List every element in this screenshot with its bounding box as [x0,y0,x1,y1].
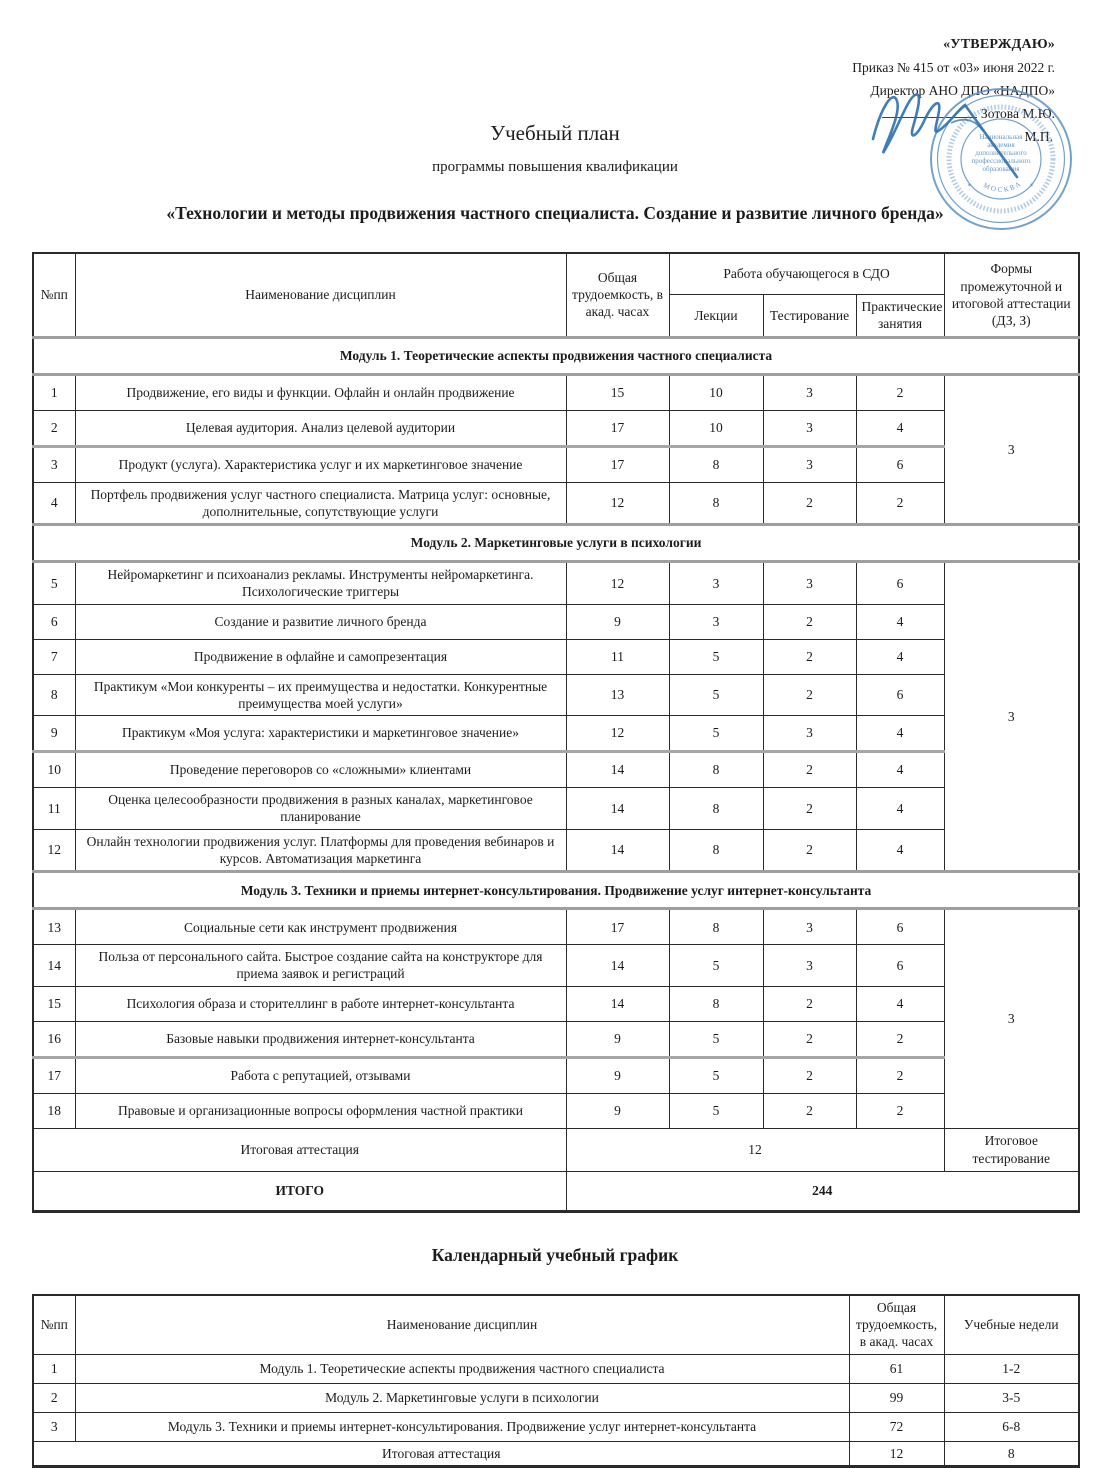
discipline-total-hours: 11 [566,639,669,674]
curriculum-table [32,252,1080,1213]
calendar-row-weeks: 1-2 [944,1354,1079,1383]
discipline-practice: 2 [856,1057,944,1093]
discipline-total-hours: 9 [566,604,669,639]
discipline-num: 3 [33,446,75,482]
signature-row [852,102,1055,125]
page-title: Учебный план [490,121,620,145]
curriculum-header [33,253,1079,337]
approval-block [852,33,1055,194]
discipline-row [33,1021,1079,1057]
discipline-num: 6 [33,604,75,639]
discipline-name: Онлайн технологии продвижения услуг. Платформы для проведения вебинаров и курсов. Автоматизация маркетинга [75,829,566,872]
calendar-row [33,1383,1079,1412]
final-attestation-hours: 12 [566,1128,944,1171]
discipline-row [33,1057,1079,1093]
discipline-lectures: 3 [669,562,763,605]
discipline-name: Портфель продвижения услуг частного специалиста. Матрица услуг: основные, дополнительные, сопутствующие услуги [75,482,566,525]
discipline-total-hours: 14 [566,945,669,987]
calendar-row-name: Модуль 1. Теоретические аспекты продвижения частного специалиста [75,1354,849,1383]
calendar-row-hours: 72 [849,1412,944,1441]
discipline-total-hours: 13 [566,674,669,716]
discipline-name: Продукт (услуга). Характеристика услуг и их маркетинговое значение [75,446,566,482]
total-row [33,1171,1079,1211]
stamp-line: профессионального [971,157,1031,165]
calendar-row-hours: 61 [849,1354,944,1383]
discipline-total-hours: 12 [566,716,669,752]
discipline-testing: 2 [763,639,856,674]
discipline-lectures: 5 [669,639,763,674]
discipline-row [33,945,1079,987]
discipline-practice: 4 [856,410,944,446]
discipline-name: Создание и развитие личного бренда [75,604,566,639]
discipline-row [33,674,1079,716]
discipline-name: Работа с репутацией, отзывами [75,1057,566,1093]
discipline-num: 13 [33,909,75,945]
discipline-total-hours: 12 [566,562,669,605]
discipline-row [33,374,1079,410]
discipline-testing: 2 [763,604,856,639]
order-line: Приказ № 415 от «03» июня 2022 г. [852,60,1055,75]
discipline-row [33,716,1079,752]
calendar-footer [33,1441,1079,1466]
discipline-lectures: 10 [669,374,763,410]
discipline-num: 8 [33,674,75,716]
module-title: Модуль 2. Маркетинговые услуги в психологии [33,525,1079,562]
discipline-lectures: 5 [669,1057,763,1093]
col-header-sdo-group: Работа обучающегося в СДО [669,253,944,295]
discipline-testing: 2 [763,674,856,716]
discipline-practice: 2 [856,482,944,525]
discipline-lectures: 5 [669,1021,763,1057]
calendar-header [33,1295,1079,1354]
discipline-total-hours: 9 [566,1021,669,1057]
discipline-num: 7 [33,639,75,674]
col-header-lectures: Лекции [669,295,763,338]
discipline-practice: 4 [856,829,944,872]
calendar-row-num: 3 [33,1412,75,1441]
discipline-testing: 3 [763,716,856,752]
discipline-total-hours: 12 [566,482,669,525]
total-hours: 244 [566,1171,1079,1211]
discipline-num: 10 [33,752,75,788]
discipline-total-hours: 14 [566,829,669,872]
discipline-row [33,752,1079,788]
discipline-name: Базовые навыки продвижения интернет-консультанта [75,1021,566,1057]
svg-text:✶: ✶ [1029,183,1035,189]
discipline-name: Оценка целесообразности продвижения в разных каналах, маркетинговое планирование [75,788,566,830]
discipline-testing: 2 [763,788,856,830]
discipline-testing: 3 [763,562,856,605]
discipline-total-hours: 17 [566,909,669,945]
discipline-total-hours: 9 [566,1093,669,1128]
discipline-practice: 6 [856,562,944,605]
col-header-practice: Практические занятия [856,295,944,338]
stamp-line: дополнительного [975,149,1027,157]
calendar-final-label: Итоговая аттестация [33,1441,849,1466]
discipline-practice: 6 [856,909,944,945]
discipline-name: Практикум «Моя услуга: характеристики и маркетинговое значение» [75,716,566,752]
discipline-row [33,604,1079,639]
curriculum-body [33,337,1079,1128]
discipline-practice: 4 [856,986,944,1021]
final-attestation-row [33,1128,1079,1171]
calendar-row-hours: 99 [849,1383,944,1412]
discipline-testing: 2 [763,1057,856,1093]
col-header-testing: Тестирование [763,295,856,338]
col-header-num: №пп [33,253,75,337]
col-header-attestation-forms: Формы промежуточной и итоговой аттестации (ДЗ, З) [944,253,1079,337]
discipline-practice: 4 [856,752,944,788]
col-header-name: Наименование дисциплин [75,253,566,337]
discipline-row [33,482,1079,525]
module-header-row [33,337,1079,374]
module-attestation-form: 3 [944,374,1079,525]
discipline-row [33,829,1079,872]
discipline-testing: 2 [763,1093,856,1128]
discipline-name: Нейромаркетинг и психоанализ рекламы. Инструменты нейромаркетинга. Психологические триггеры [75,562,566,605]
stamp-line: академия [987,141,1015,149]
col-header-total-hours: Общая трудоемкость, в акад. часах [566,253,669,337]
discipline-num: 16 [33,1021,75,1057]
discipline-num: 15 [33,986,75,1021]
discipline-testing: 2 [763,986,856,1021]
discipline-lectures: 8 [669,986,763,1021]
discipline-practice: 6 [856,945,944,987]
cal-col-header-hours: Общая трудоемкость, в акад. часах [849,1295,944,1354]
discipline-lectures: 8 [669,829,763,872]
discipline-num: 11 [33,788,75,830]
calendar-row-name: Модуль 2. Маркетинговые услуги в психологии [75,1383,849,1412]
discipline-testing: 3 [763,909,856,945]
discipline-name: Целевая аудитория. Анализ целевой аудитории [75,410,566,446]
module-attestation-form: 3 [944,562,1079,872]
discipline-testing: 3 [763,446,856,482]
discipline-row [33,410,1079,446]
discipline-practice: 2 [856,1093,944,1128]
calendar-final-row [33,1441,1079,1466]
discipline-practice: 4 [856,639,944,674]
calendar-final-hours: 12 [849,1441,944,1466]
discipline-num: 12 [33,829,75,872]
discipline-total-hours: 14 [566,788,669,830]
discipline-num: 2 [33,410,75,446]
calendar-row [33,1412,1079,1441]
stamp-city: МОСКВА [982,179,1024,194]
discipline-lectures: 8 [669,482,763,525]
discipline-num: 18 [33,1093,75,1128]
calendar-final-weeks: 8 [944,1441,1079,1466]
cal-col-header-num: №пп [33,1295,75,1354]
seal-label: М.П. [1024,129,1053,144]
discipline-name: Психология образа и сторителлинг в работе интернет-консультанта [75,986,566,1021]
total-label: ИТОГО [33,1171,566,1211]
cal-col-header-name: Наименование дисциплин [75,1295,849,1354]
discipline-num: 14 [33,945,75,987]
svg-text:МОСКВА [982,179,1024,194]
discipline-row [33,788,1079,830]
discipline-lectures: 5 [669,1093,763,1128]
svg-text:✶: ✶ [967,183,973,189]
discipline-lectures: 8 [669,909,763,945]
discipline-row [33,562,1079,605]
discipline-row [33,909,1079,945]
module-header-row [33,525,1079,562]
calendar-row-name: Модуль 3. Техники и приемы интернет-консультирования. Продвижение услуг интернет-консультанта [75,1412,849,1441]
discipline-num: 1 [33,374,75,410]
discipline-num: 9 [33,716,75,752]
calendar-row-weeks: 3-5 [944,1383,1079,1412]
discipline-row [33,986,1079,1021]
discipline-practice: 2 [856,374,944,410]
discipline-practice: 6 [856,674,944,716]
discipline-lectures: 5 [669,716,763,752]
discipline-name: Социальные сети как инструмент продвижения [75,909,566,945]
calendar-row [33,1354,1079,1383]
calendar-row-weeks: 6-8 [944,1412,1079,1441]
signature-name: Зотова М.Ю. [981,106,1055,121]
discipline-practice: 4 [856,788,944,830]
discipline-row [33,1093,1079,1128]
discipline-num: 5 [33,562,75,605]
calendar-title: Календарный учебный график [431,1244,679,1265]
discipline-name: Правовые и организационные вопросы оформления частной практики [75,1093,566,1128]
discipline-row [33,446,1079,482]
discipline-lectures: 8 [669,788,763,830]
calendar-row-num: 2 [33,1383,75,1412]
module-header-row [33,872,1079,909]
discipline-num: 17 [33,1057,75,1093]
discipline-total-hours: 15 [566,374,669,410]
stamp-line: образования [982,165,1020,173]
discipline-num: 4 [33,482,75,525]
discipline-practice: 6 [856,446,944,482]
page-subtitle: программы повышения квалификации [432,159,678,175]
discipline-lectures: 5 [669,674,763,716]
discipline-name: Продвижение в офлайне и самопрезентация [75,639,566,674]
module-title: Модуль 1. Теоретические аспекты продвижения частного специалиста [33,337,1079,374]
discipline-lectures: 8 [669,446,763,482]
discipline-lectures: 3 [669,604,763,639]
discipline-testing: 2 [763,1021,856,1057]
discipline-total-hours: 14 [566,752,669,788]
module-attestation-form: 3 [944,909,1079,1129]
discipline-name: Польза от персонального сайта. Быстрое создание сайта на конструкторе для приема заявок и регистраций [75,945,566,987]
approve-label: «УТВЕРЖДАЮ» [943,37,1055,52]
discipline-total-hours: 14 [566,986,669,1021]
program-title: «Технологии и методы продвижения частного специалиста. Создание и развитие личного бренда» [166,203,944,223]
final-attestation-form: Итоговое тестирование [944,1128,1079,1171]
discipline-row [33,639,1079,674]
discipline-total-hours: 17 [566,446,669,482]
director-line: Директор АНО ДПО «НАДПО» [870,83,1055,98]
discipline-lectures: 8 [669,752,763,788]
cal-col-header-weeks: Учебные недели [944,1295,1079,1354]
discipline-testing: 2 [763,752,856,788]
discipline-lectures: 5 [669,945,763,987]
final-attestation-label: Итоговая аттестация [33,1128,566,1171]
discipline-practice: 4 [856,716,944,752]
discipline-testing: 3 [763,410,856,446]
discipline-name: Продвижение, его виды и функции. Офлайн и онлайн продвижение [75,374,566,410]
signature-line [882,103,977,118]
discipline-testing: 2 [763,482,856,525]
discipline-total-hours: 17 [566,410,669,446]
discipline-testing: 3 [763,945,856,987]
discipline-total-hours: 9 [566,1057,669,1093]
stamp-line: Национальная [979,133,1023,141]
discipline-name: Практикум «Мои конкуренты – их преимущества и недостатки. Конкурентные преимущества моей услуги» [75,674,566,716]
discipline-testing: 3 [763,374,856,410]
curriculum-footer [33,1128,1079,1211]
calendar-row-num: 1 [33,1354,75,1383]
discipline-testing: 2 [763,829,856,872]
discipline-practice: 4 [856,604,944,639]
discipline-lectures: 10 [669,410,763,446]
module-title: Модуль 3. Техники и приемы интернет-консультирования. Продвижение услуг интернет-консультанта [33,872,1079,909]
calendar-table [32,1294,1080,1468]
discipline-practice: 2 [856,1021,944,1057]
calendar-body [33,1354,1079,1441]
discipline-name: Проведение переговоров со «сложными» клиентами [75,752,566,788]
